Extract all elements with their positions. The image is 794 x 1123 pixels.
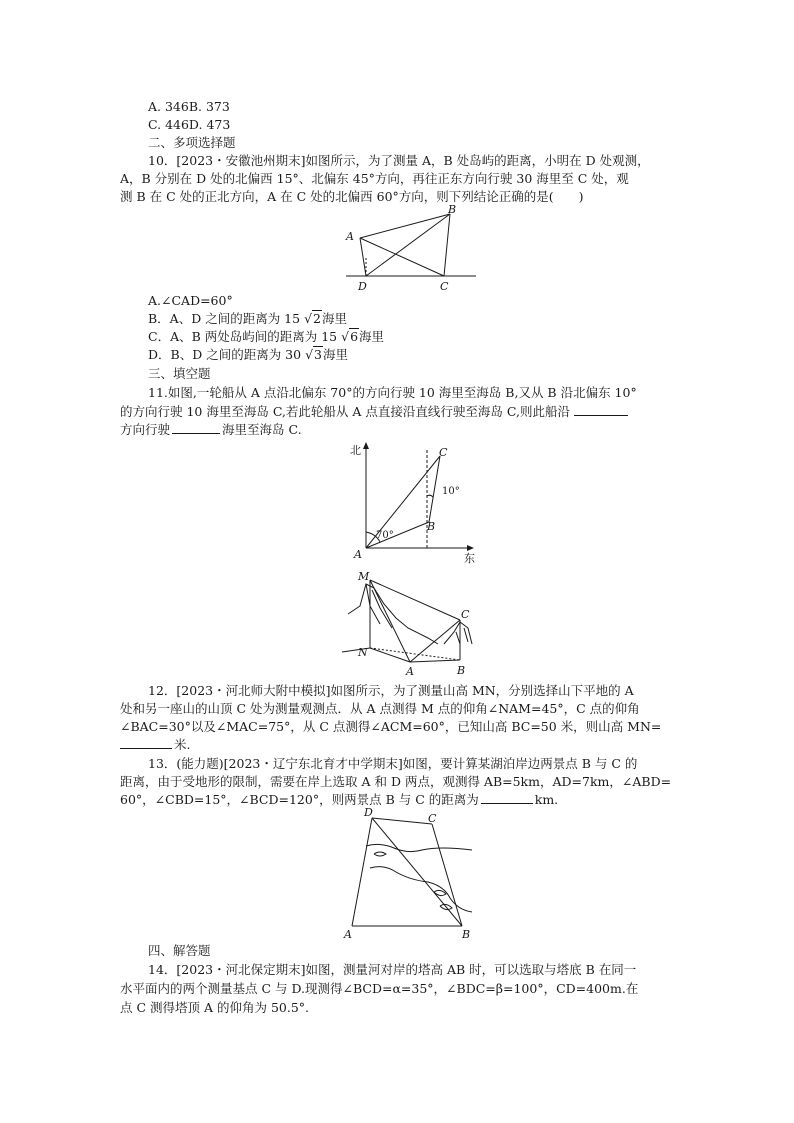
q12-mountain-left-outline <box>348 584 438 644</box>
q11-label-a: A <box>354 548 362 561</box>
q10-segment-ac <box>360 238 444 276</box>
q12-text-line-1: 12．[2023・河北师大附中模拟]如图所示，为了测量山高 MN，分别选择山下平地的 A <box>148 683 634 698</box>
choices-row-2: C. 446D. 473 <box>148 117 231 132</box>
q12-segment-ab <box>410 660 460 662</box>
q11-answer-blank-distance[interactable] <box>172 421 220 434</box>
q10-segment-ab <box>360 214 450 238</box>
q10-text-line-3: 测 B 在 C 处的正北方向，A 在 C 处的北偏西 60°方向，则下列结论正确的是( ) <box>120 189 584 204</box>
q10-label-c: C <box>440 280 449 293</box>
section-heading-fill-in: 三、填空题 <box>148 366 211 381</box>
q11-answer-blank-direction[interactable] <box>574 403 628 416</box>
q12-label-c: C <box>461 608 470 621</box>
q11-label-c: C <box>439 446 448 459</box>
q13-label-a: A <box>344 928 352 941</box>
q10-text-line-1: 10．[2023・安徽池州期末]如图所示，为了测量 A，B 处岛屿的距离，小明在 D 处观测， <box>148 153 650 168</box>
q12-mountain-right-shading <box>456 628 468 644</box>
q13-label-c: C <box>428 812 437 825</box>
q12-label-n: N <box>358 646 368 659</box>
q12-label-m: M <box>358 570 370 583</box>
q10-option-c: C．A、B 两处岛屿间的距离为 15 √6海里 <box>148 329 385 344</box>
q13-segment-da <box>352 818 372 926</box>
q13-segment-cb <box>432 824 462 926</box>
q13-text-line-2: 距离，由于受地形的限制，需要在岸上选取 A 和 D 两点，观测得 AB=5km，AD=7km，∠ABD= <box>120 774 672 789</box>
q11-label-b: B <box>427 520 436 533</box>
q10-option-b: B．A、D 之间的距离为 15 √2海里 <box>148 311 348 326</box>
q10-segment-db <box>366 214 450 276</box>
q14-text-line-3: 点 C 测得塔顶 A 的仰角为 50.5°. <box>120 1000 310 1015</box>
q13-text-line-3: 60°，∠CBD=15°，∠BCD=120°，则两景点 B 与 C 的距离为 km. <box>120 792 559 807</box>
q10-segment-bc <box>444 214 450 276</box>
q14-text-line-1: 14．[2023・河北保定期末]如图，测量河对岸的塔高 AB 时，可以选取与塔底 B 在同一 <box>148 962 637 977</box>
q13-text-line-1: 13．(能力题)[2023・辽宁东北育才中学期末]如图，要计算某湖泊岸边两景点 B 与 C 的 <box>148 756 638 771</box>
q10-option-a: A.∠CAD=60° <box>148 293 233 308</box>
q11-label-north: 北 <box>350 444 361 457</box>
q12-label-b: B <box>457 664 466 677</box>
q12-text-line-4: 米. <box>120 736 190 753</box>
q11-angle-10-arc <box>427 495 433 497</box>
q13-lake-ripple-1 <box>374 852 386 856</box>
q11-label-angle-10: 10° <box>442 486 460 497</box>
q11-north-arrow <box>363 442 369 449</box>
q10-text-line-2: A，B 分别在 D 处的北偏西 15°、北偏东 45°方向，再往正东方向行驶 30 海里至 C 处，观 <box>120 171 629 186</box>
q12-answer-blank[interactable] <box>120 736 172 749</box>
q11-text-line-1: 11.如图,一轮船从 A 点沿北偏东 70°的方向行驶 10 海里至海岛 B,又从 B 沿北偏东 10° <box>148 385 637 400</box>
q10-label-a: A <box>346 230 354 243</box>
q11-label-angle-70: 70° <box>376 530 394 541</box>
q10-label-d: D <box>358 280 367 293</box>
q14-text-line-2: 水平面内的两个测量基点 C 与 D.现测得∠BCD=α=35°，∠BDC=β=100°，CD=400m.在 <box>120 981 639 996</box>
choices-row-1: A. 346B. 373 <box>148 99 230 114</box>
q11-label-east: 东 <box>464 552 475 564</box>
q11-text-line-3: 方向行驶 海里至海岛 C. <box>120 422 302 437</box>
section-heading-solution: 四、解答题 <box>148 943 211 958</box>
q11-text-line-2: 的方向行驶 10 海里至海岛 C,若此轮船从 A 点直接沿直线行驶至海岛 C,则此船沿 <box>120 403 628 420</box>
q13-lake-shore-upper <box>366 844 472 851</box>
q11-figure <box>336 440 486 564</box>
q12-segment-ac <box>410 620 460 662</box>
q10-figure <box>340 202 480 294</box>
q13-lake-shore-lower <box>370 867 472 912</box>
q10-segment-ad <box>360 238 366 276</box>
q13-answer-blank[interactable] <box>481 791 533 804</box>
q13-figure <box>340 806 480 942</box>
q12-figure <box>328 566 488 680</box>
q11-east-arrow <box>467 545 474 551</box>
q12-label-a: A <box>406 665 414 678</box>
q13-label-b: B <box>462 928 471 941</box>
q12-text-line-2: 处和另一座山的山顶 C 处为测量观测点．从 A 点测得 M 点的仰角∠NAM=45°，C 点的仰角 <box>120 701 640 716</box>
q10-option-d: D．B、D 之间的距离为 30 √3海里 <box>148 347 349 362</box>
q13-segment-dc <box>372 818 432 824</box>
q12-text-line-3: ∠BAC=30°以及∠MAC=75°，从 C 点测得∠ACM=60°，已知山高 BC=50 米，则山高 MN= <box>120 719 662 734</box>
q11-segment-bc <box>429 456 440 522</box>
q13-label-d: D <box>364 806 373 819</box>
q10-label-b: B <box>448 203 457 216</box>
section-heading-multiple-choice: 二、多项选择题 <box>148 135 236 150</box>
